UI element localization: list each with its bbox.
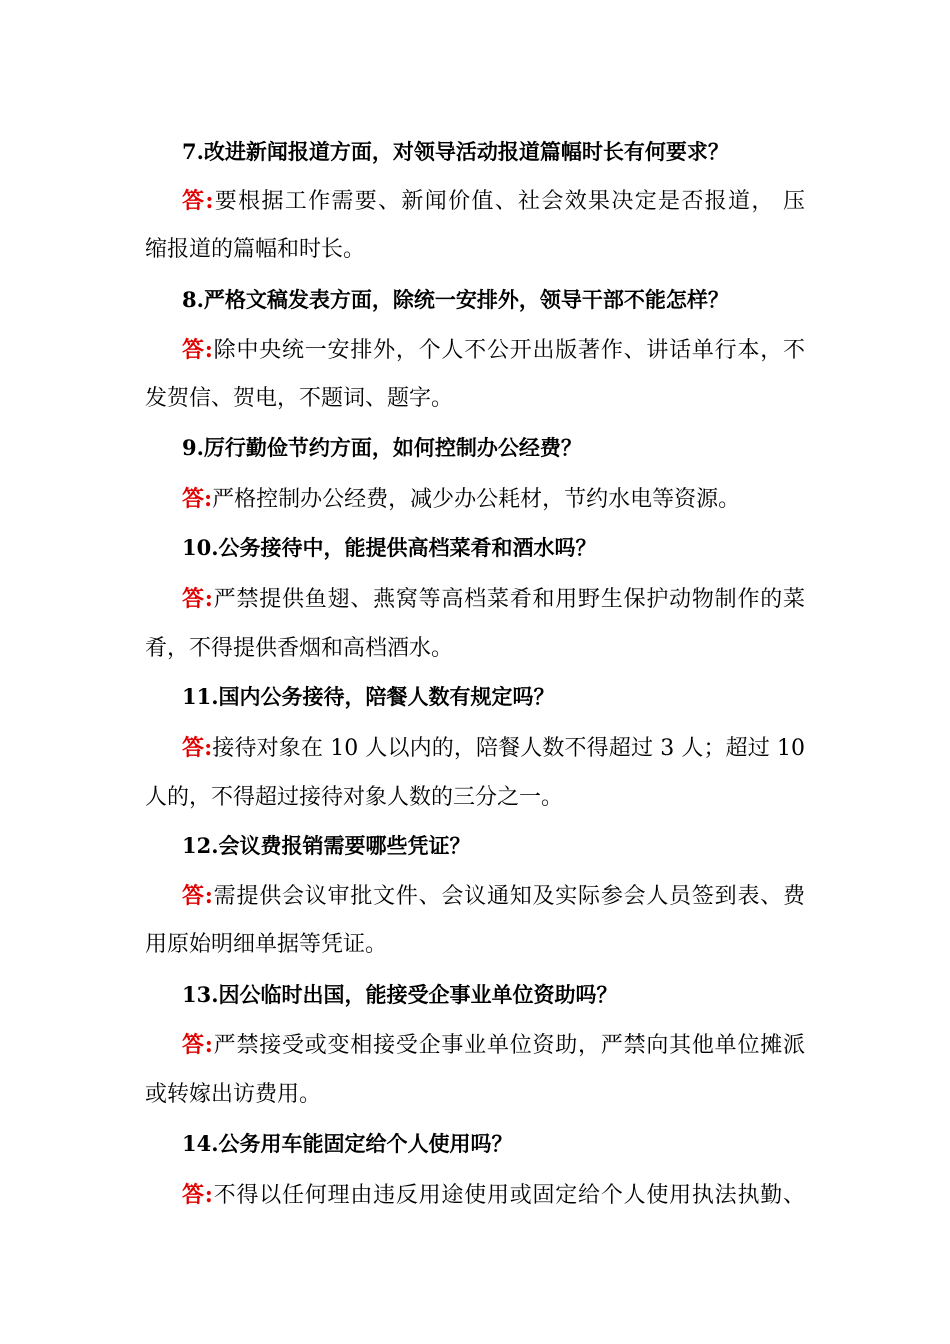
answer-label: 答: — [182, 1032, 213, 1058]
answer-label: 答: — [182, 188, 214, 214]
answer-label: 答: — [182, 735, 213, 761]
question-7: 7.改进新闻报道方面，对领导活动报道篇幅时长有何要求？ — [182, 139, 729, 164]
answer-10-line-1: 答:严禁提供鱼翅、燕窝等高档菜肴和用野生保护动物制作的菜 — [182, 586, 805, 612]
answer-7-line-2: 缩报道的篇幅和时长。 — [145, 237, 366, 262]
answer-13-line-2: 或转嫁出访费用。 — [145, 1082, 322, 1107]
answer-12-line-1: 答:需提供会议审批文件、会议通知及实际参会人员签到表、费 — [182, 883, 805, 909]
answer-8-line-1: 答:除中央统一安排外，个人不公开出版著作、讲话单行本，不 — [182, 337, 805, 363]
question-10: 10.公务接待中，能提供高档菜肴和酒水吗？ — [182, 535, 597, 560]
question-11: 11.国内公务接待，陪餐人数有规定吗？ — [182, 684, 555, 709]
question-8: 8.严格文稿发表方面，除统一安排外，领导干部不能怎样？ — [182, 287, 729, 312]
answer-12-line-2: 用原始明细单据等凭证。 — [145, 932, 388, 957]
question-13: 13.因公临时出国，能接受企事业单位资助吗？ — [182, 982, 618, 1007]
answer-14-line-1: 答:不得以任何理由违反用途使用或固定给个人使用执法执勤、 — [182, 1182, 805, 1208]
answer-label: 答: — [182, 883, 213, 909]
question-9: 9.厉行勤俭节约方面，如何控制办公经费？ — [182, 435, 582, 460]
answer-10-line-2: 肴，不得提供香烟和高档酒水。 — [145, 636, 454, 661]
answer-11-line-2: 人的，不得超过接待对象人数的三分之一。 — [145, 785, 564, 810]
answer-label: 答: — [182, 337, 213, 363]
question-12: 12.会议费报销需要哪些凭证？ — [182, 833, 471, 858]
question-14: 14.公务用车能固定给个人使用吗？ — [182, 1131, 513, 1156]
answer-7-line-1: 答:要根据工作需要、新闻价值、社会效果决定是否报道， 压 — [182, 188, 805, 214]
answer-9-line-1: 答:严格控制办公经费，减少办公耗材，节约水电等资源。 — [182, 486, 741, 512]
answer-11-line-1: 答:接待对象在 10 人以内的，陪餐人数不得超过 3 人；超过 10 — [182, 735, 806, 761]
answer-13-line-1: 答:严禁接受或变相接受企事业单位资助，严禁向其他单位摊派 — [182, 1032, 805, 1058]
answer-label: 答: — [182, 1182, 213, 1208]
answer-label: 答: — [182, 486, 213, 512]
answer-8-line-2: 发贺信、贺电，不题词、题字。 — [145, 386, 454, 411]
answer-label: 答: — [182, 586, 213, 612]
